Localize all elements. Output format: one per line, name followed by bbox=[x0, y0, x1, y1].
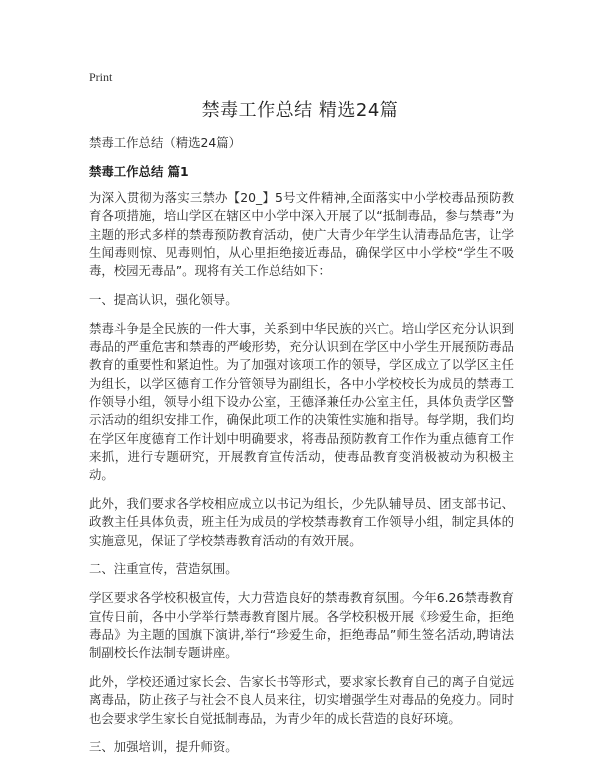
point-heading-1: 一、提高认识，强化领导。 bbox=[89, 292, 238, 308]
paragraph-leadership: 禁毒斗争是全民族的一件大事，关系到中华民族的兴亡。培山学区充分认识到毒品的严重危害和禁毒的严峻形势，充分认识到在学区中小学生开展预防毒品教育的重要性和紧迫性。为了加强对该项工作的领导，学区成立了以学区主任为组长，以学区德育工作分管领导为副组长，各中小学校校长为成员的禁毒工作领导小组，领导小组下设办公室，王德泽兼任办公室主任，具体负责学区警示活动的组织安排工作，确保此项工作的决策性实施和指导。每学期，我们均在学区年度德育工作计划中明确要求，将毒品预防教育工作作为重点德育工作来抓，进行专题研究，开展教育宣传活动，使毒品教育变消极被动为积极主动。 bbox=[89, 320, 514, 483]
page-title: 禁毒工作总结 精选24篇 bbox=[201, 100, 399, 121]
paragraph-parents: 此外，学校还通过家长会、告家长书等形式，要求家长教育自己的离子自觉远离毒品，防止孩子与社会不良人员来往，切实增强学生对毒品的免疫力。同时也会要求学生家长自觉抵制毒品，为青少年的成长营造的良好环境。 bbox=[89, 673, 514, 726]
paragraph-school-groups: 此外，我们要求各学校相应成立以书记为组长，少先队辅导员、团支部书记、政教主任具体负责，班主任为成员的学校禁毒教育工作领导小组，制定具体的实施意见，保证了学校禁毒教育活动的有效开展。 bbox=[89, 496, 514, 548]
document-subtitle: 禁毒工作总结（精选24篇） bbox=[89, 135, 242, 150]
point-heading-2: 二、注重宣传，营造氛围。 bbox=[89, 561, 238, 577]
paragraph-publicity: 学区要求各学校积极宣传，大力营造良好的禁毒教育氛围。今年6.26禁毒教育宣传日前，各中小学举行禁毒教育图片展。各学校积极开展《珍爱生命，拒绝毒品》为主题的国旗下演讲,举行“珍爱生命，拒绝毒品”师生签名活动,聘请法制副校长作法制专题讲座。 bbox=[89, 590, 514, 661]
paragraph-intro: 为深入贯彻为落实三禁办【20_】5号文件精神,全面落实中小学校毒品预防教育各项措施，培山学区在辖区中小学中深入开展了以“抵制毒品，参与禁毒”为主题的形式多样的禁毒预防教育活动，使广大青少年学生认清毒品危害，让学生闻毒则惊、见毒则怕，从心里拒绝接近毒品，确保学区中小学校“学生不吸毒，校园无毒品”。现将有关工作总结如下： bbox=[89, 190, 514, 279]
print-link[interactable]: Print bbox=[89, 70, 113, 84]
section-heading: 禁毒工作总结 篇1 bbox=[89, 163, 189, 179]
point-heading-3: 三、加强培训，提升师资。 bbox=[89, 739, 238, 755]
document-body bbox=[89, 134, 514, 767]
